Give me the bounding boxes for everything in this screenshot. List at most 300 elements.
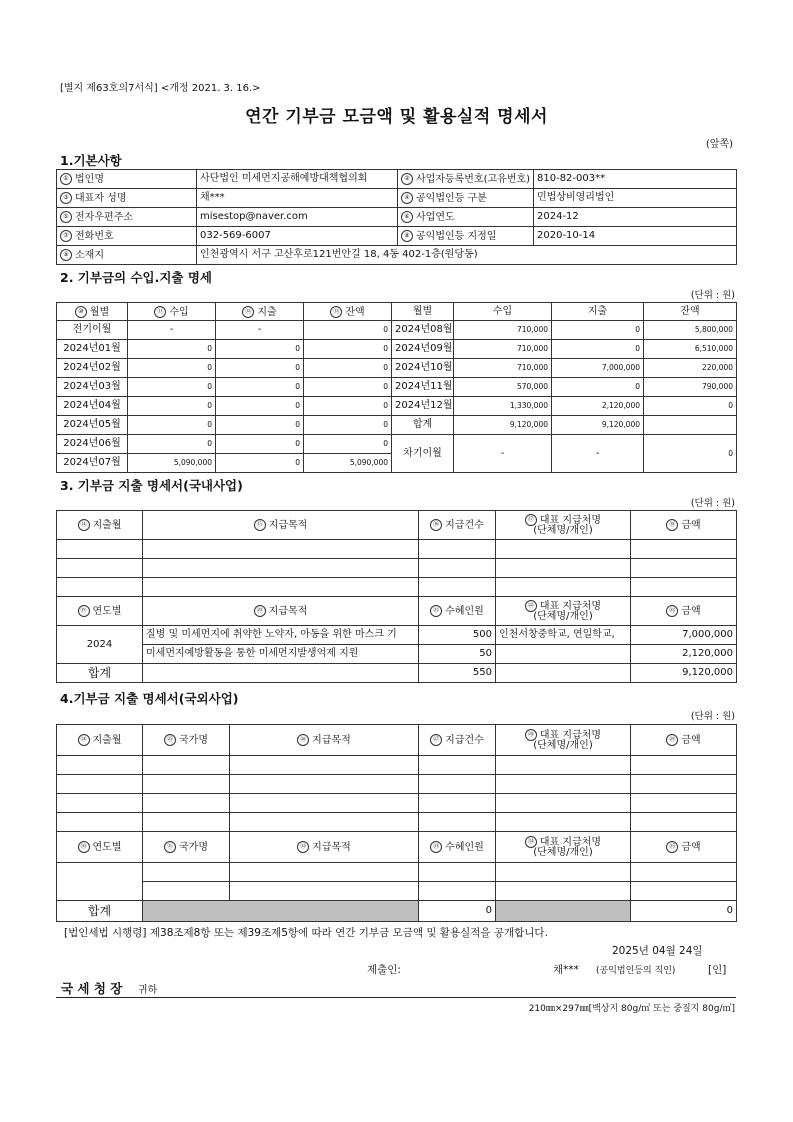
month-cell-text: 2024년08월 bbox=[395, 324, 453, 335]
month-cell-text: 2024년01월 bbox=[63, 343, 121, 354]
field-value bbox=[197, 227, 398, 246]
table-cell bbox=[230, 794, 419, 813]
table-cell bbox=[57, 775, 143, 794]
col-header bbox=[454, 303, 552, 321]
expense-cell-text: 7,000,000 bbox=[601, 363, 640, 373]
balance-cell bbox=[304, 435, 392, 454]
table-cell bbox=[230, 775, 419, 794]
col-header-text: 수혜인원 bbox=[445, 606, 484, 617]
field-value bbox=[197, 170, 398, 189]
table-row bbox=[57, 863, 737, 882]
income-cell-text: 0 bbox=[207, 439, 212, 449]
table-cell bbox=[143, 794, 230, 813]
month-cell-text: 2024년03월 bbox=[63, 381, 121, 392]
table-cell bbox=[496, 813, 631, 832]
month-cell-text: 2024년12월 bbox=[395, 400, 453, 411]
table-cell bbox=[143, 578, 419, 597]
expense-cell bbox=[216, 435, 304, 454]
field-label bbox=[57, 246, 197, 265]
expense-cell-text: 2,120,000 bbox=[601, 401, 640, 411]
col-header-text: 지급목적 bbox=[268, 520, 308, 531]
income-cell-text: 710,000 bbox=[516, 325, 548, 335]
field-value-text: 810-82-003** bbox=[537, 173, 606, 184]
balance-cell-text: 5,090,000 bbox=[349, 458, 388, 468]
item-number-badge: ⑯ bbox=[430, 519, 442, 531]
expense-cell bbox=[216, 378, 304, 397]
table-cell bbox=[230, 813, 419, 832]
item-number-badge: ⑪ bbox=[154, 306, 166, 318]
footer-divider bbox=[56, 997, 736, 998]
table-cell bbox=[631, 775, 737, 794]
item-number-badge: ⑬ bbox=[330, 306, 342, 318]
table-row bbox=[57, 645, 737, 664]
table-row bbox=[57, 170, 737, 189]
col-header-text: 대표 지급처명 bbox=[539, 729, 602, 741]
section3-unit: (단위 : 원) bbox=[690, 498, 735, 509]
month-cell-text: 2024년10월 bbox=[395, 362, 453, 373]
basic-info-table bbox=[56, 169, 737, 265]
field-label-text: 전화번호 bbox=[75, 231, 114, 242]
col-header bbox=[419, 725, 496, 756]
legal-statement: [법인세법 시행령] 제38조제8항 또는 제39조제5항에 따라 연간 기부금 모금액 및 활용실적을 공개합니다. bbox=[64, 927, 548, 939]
table-row bbox=[57, 397, 737, 416]
table-cell bbox=[496, 664, 631, 683]
expense-cell bbox=[216, 340, 304, 359]
submitter-role: (공익법인등의 직인) bbox=[596, 966, 676, 976]
col-header bbox=[552, 303, 644, 321]
balance-cell bbox=[304, 321, 392, 340]
table-cell bbox=[57, 559, 143, 578]
col-header-text: 금액 bbox=[681, 520, 701, 531]
field-label-text: 법인명 bbox=[75, 174, 104, 185]
income-cell bbox=[128, 378, 216, 397]
table-cell bbox=[57, 540, 143, 559]
item-number-badge: ㉙ bbox=[666, 734, 678, 746]
table-cell bbox=[496, 794, 631, 813]
paper-spec: 210㎜×297㎜[백상지 80g/㎡ 또는 중질지 80g/㎡] bbox=[528, 1004, 735, 1014]
month-cell-text: 2024년07월 bbox=[63, 457, 121, 468]
col-header bbox=[419, 832, 496, 863]
total-amount-text: 9,120,000 bbox=[682, 667, 733, 678]
month-cell bbox=[57, 454, 128, 473]
page-side-label: (앞쪽) bbox=[705, 139, 733, 150]
expense-cell-text: 0 bbox=[635, 382, 640, 392]
table-row bbox=[57, 359, 737, 378]
table-row bbox=[57, 246, 737, 265]
table-row bbox=[57, 435, 737, 454]
expense-cell bbox=[216, 416, 304, 435]
income-cell bbox=[128, 397, 216, 416]
field-value-text: 032-569-6007 bbox=[200, 230, 271, 241]
item-number-badge: ⑰ bbox=[525, 514, 537, 526]
col-header-text: 지급목적 bbox=[312, 735, 351, 746]
expense-cell bbox=[552, 397, 644, 416]
col-header-text: 지출 bbox=[587, 305, 608, 317]
col-header bbox=[631, 832, 737, 863]
total-count-text: 0 bbox=[485, 905, 492, 916]
field-label bbox=[57, 208, 197, 227]
col-header bbox=[57, 832, 143, 863]
month-cell-text: 2024년04월 bbox=[63, 400, 121, 411]
table-cell bbox=[419, 882, 496, 901]
income-cell bbox=[454, 397, 552, 416]
count-cell bbox=[419, 645, 496, 664]
section4-heading: 4.기부금 지출 명세서(국외사업) bbox=[60, 691, 239, 706]
month-cell-text: 차기이월 bbox=[403, 447, 442, 459]
col-header-text: 수혜인원 bbox=[445, 842, 484, 853]
item-number-badge: ⑦ bbox=[60, 230, 72, 242]
header-subtext: (단체명/개인) bbox=[533, 611, 593, 622]
field-value bbox=[534, 227, 737, 246]
income-cell bbox=[128, 340, 216, 359]
section4-unit: (단위 : 원) bbox=[690, 711, 735, 722]
item-number-badge: ㉟ bbox=[666, 841, 678, 853]
balance-cell-text: 0 bbox=[383, 363, 388, 373]
month-cell-text: 2024년09월 bbox=[395, 343, 453, 354]
col-header bbox=[392, 303, 454, 321]
col-header bbox=[496, 725, 631, 756]
expense-cell-text: 0 bbox=[295, 458, 300, 468]
field-value bbox=[197, 208, 398, 227]
domestic-expense-table bbox=[56, 510, 737, 683]
table-cell bbox=[230, 882, 419, 901]
month-cell bbox=[392, 435, 454, 473]
table-row bbox=[57, 303, 737, 321]
expense-cell bbox=[216, 397, 304, 416]
year-cell bbox=[57, 626, 143, 664]
table-cell bbox=[143, 756, 230, 775]
purpose-cell bbox=[143, 645, 419, 664]
field-label-text: 사업자등록번호(고유번호) bbox=[416, 174, 531, 185]
item-number-badge: ⑧ bbox=[401, 230, 413, 242]
table-row bbox=[57, 813, 737, 832]
expense-cell-text: 0 bbox=[295, 363, 300, 373]
submitter-name: 채*** bbox=[553, 964, 579, 976]
total-amount-text: 0 bbox=[726, 905, 733, 916]
col-header bbox=[631, 511, 737, 540]
table-cell bbox=[631, 813, 737, 832]
table-cell bbox=[143, 813, 230, 832]
field-label bbox=[398, 189, 534, 208]
col-header-text: 지급목적 bbox=[312, 842, 351, 853]
month-cell-text: 2024년05월 bbox=[63, 419, 121, 430]
section2-heading: 2. 기부금의 수입.지출 명세 bbox=[60, 270, 213, 285]
income-cell-text: 1,330,000 bbox=[509, 401, 548, 411]
col-header-text: 지출월 bbox=[92, 735, 122, 746]
section1-heading: 1.기본사항 bbox=[60, 153, 122, 168]
income-cell-text: 5,090,000 bbox=[173, 458, 212, 468]
table-cell bbox=[631, 559, 737, 578]
purpose-cell-text: 질병 및 미세먼지에 취약한 노약자, 아동을 위한 마스크 기 bbox=[146, 629, 397, 640]
total-label-text: 합계 bbox=[87, 666, 112, 680]
balance-cell bbox=[644, 416, 737, 435]
table-row bbox=[57, 626, 737, 645]
income-cell bbox=[454, 435, 552, 473]
income-cell-text: 0 bbox=[207, 382, 212, 392]
expense-cell bbox=[216, 321, 304, 340]
table-cell bbox=[143, 664, 419, 683]
item-number-badge: ㉗ bbox=[430, 734, 442, 746]
table-row bbox=[57, 832, 737, 863]
balance-cell-text: 790,000 bbox=[701, 382, 733, 392]
item-number-badge: ㉔ bbox=[78, 734, 90, 746]
item-number-badge: ⑨ bbox=[60, 249, 72, 261]
expense-cell-text: 0 bbox=[295, 401, 300, 411]
balance-cell-text: 0 bbox=[383, 344, 388, 354]
field-label-text: 사업연도 bbox=[416, 212, 455, 223]
expense-cell bbox=[552, 340, 644, 359]
expense-cell bbox=[552, 416, 644, 435]
col-header bbox=[496, 511, 631, 540]
expense-cell-text: 0 bbox=[635, 325, 640, 335]
income-cell bbox=[454, 378, 552, 397]
field-label-text: 대표자 성명 bbox=[75, 193, 127, 204]
table-row bbox=[57, 725, 737, 756]
payee-cell bbox=[496, 645, 631, 664]
table-cell bbox=[143, 540, 419, 559]
item-number-badge: ㉕ bbox=[164, 734, 176, 746]
field-value-text: misestop@naver.com bbox=[200, 211, 308, 222]
income-cell-text: 710,000 bbox=[516, 344, 548, 354]
total-label-text: 합계 bbox=[87, 904, 112, 918]
table-row bbox=[57, 794, 737, 813]
table-cell bbox=[496, 863, 631, 882]
table-row bbox=[57, 416, 737, 435]
total-amount bbox=[631, 901, 737, 922]
col-header-text: 대표 지급처명 bbox=[539, 836, 602, 848]
month-cell bbox=[57, 416, 128, 435]
field-label bbox=[398, 170, 534, 189]
field-label-text: 공익법인등 지정일 bbox=[416, 231, 497, 242]
table-cell bbox=[631, 578, 737, 597]
month-cell bbox=[57, 359, 128, 378]
table-cell bbox=[419, 540, 496, 559]
col-header-text: 대표 지급처명 bbox=[539, 600, 602, 612]
table-cell bbox=[419, 813, 496, 832]
income-cell bbox=[454, 416, 552, 435]
expense-cell bbox=[552, 435, 644, 473]
income-cell-text: 0 bbox=[207, 420, 212, 430]
table-row bbox=[57, 378, 737, 397]
item-number-badge: ㉞ bbox=[525, 836, 537, 848]
balance-cell-text: 5,800,000 bbox=[694, 325, 733, 335]
income-cell-text: - bbox=[169, 324, 174, 335]
expense-cell-text: 0 bbox=[635, 344, 640, 354]
table-row bbox=[57, 664, 737, 683]
item-number-badge: ㉘ bbox=[525, 729, 537, 741]
expense-cell-text: 9,120,000 bbox=[601, 420, 640, 430]
balance-cell-text: 220,000 bbox=[701, 363, 733, 373]
col-header-text: 금액 bbox=[681, 842, 701, 853]
expense-cell-text: 0 bbox=[295, 420, 300, 430]
table-cell bbox=[631, 540, 737, 559]
income-cell-text: 0 bbox=[207, 344, 212, 354]
balance-cell bbox=[304, 397, 392, 416]
col-header bbox=[419, 597, 496, 626]
count-cell-text: 500 bbox=[472, 629, 492, 640]
balance-cell bbox=[304, 359, 392, 378]
purpose-cell bbox=[143, 626, 419, 645]
table-cell bbox=[57, 794, 143, 813]
count-cell bbox=[419, 626, 496, 645]
table-row bbox=[57, 882, 737, 901]
col-header-text: 연도별 bbox=[92, 842, 122, 853]
table-cell bbox=[419, 863, 496, 882]
balance-cell-text: 0 bbox=[383, 420, 388, 430]
table-cell bbox=[496, 578, 631, 597]
total-label bbox=[57, 901, 143, 922]
month-cell bbox=[57, 397, 128, 416]
item-number-badge: ④ bbox=[401, 192, 413, 204]
table-cell bbox=[419, 794, 496, 813]
item-number-badge: ㉝ bbox=[430, 841, 442, 853]
table-cell bbox=[57, 863, 143, 901]
field-label bbox=[398, 208, 534, 227]
count-cell-text: 50 bbox=[479, 648, 492, 659]
col-header-text: 지급목적 bbox=[268, 606, 308, 617]
col-header-text: 잔액 bbox=[345, 306, 365, 318]
item-number-badge: ㉓ bbox=[666, 605, 678, 617]
col-header bbox=[128, 303, 216, 321]
month-cell bbox=[392, 416, 454, 435]
month-cell-text: 2024년02월 bbox=[63, 362, 121, 373]
col-header-text: 연도별 bbox=[92, 606, 122, 617]
col-header bbox=[143, 725, 230, 756]
col-header bbox=[57, 511, 143, 540]
col-header bbox=[644, 303, 737, 321]
item-number-badge: ㉛ bbox=[164, 841, 176, 853]
table-cell bbox=[419, 775, 496, 794]
month-cell bbox=[392, 359, 454, 378]
item-number-badge: ㉑ bbox=[430, 605, 442, 617]
table-cell bbox=[230, 756, 419, 775]
item-number-badge: ⑱ bbox=[666, 519, 678, 531]
item-number-badge: ② bbox=[401, 173, 413, 185]
item-number-badge: ⑲ bbox=[78, 605, 90, 617]
expense-cell bbox=[216, 359, 304, 378]
balance-cell bbox=[644, 340, 737, 359]
balance-cell bbox=[304, 378, 392, 397]
field-value bbox=[197, 189, 398, 208]
field-value bbox=[534, 189, 737, 208]
table-cell bbox=[496, 559, 631, 578]
income-cell bbox=[128, 416, 216, 435]
overseas-expense-table bbox=[56, 724, 737, 922]
field-label-text: 전자우편주소 bbox=[75, 212, 133, 223]
table-cell bbox=[57, 813, 143, 832]
income-cell bbox=[454, 321, 552, 340]
expense-cell-text: 0 bbox=[295, 439, 300, 449]
table-cell bbox=[419, 578, 496, 597]
item-number-badge: ⑮ bbox=[254, 519, 266, 531]
table-cell bbox=[230, 863, 419, 882]
table-row bbox=[57, 578, 737, 597]
col-header-text: 금액 bbox=[681, 606, 701, 617]
table-row bbox=[57, 756, 737, 775]
form-reference: [별지 제63호의7서식] <개정 2021. 3. 16.> bbox=[60, 83, 261, 94]
field-label bbox=[57, 227, 197, 246]
field-value bbox=[534, 170, 737, 189]
field-value-text: 사단법인 미세먼지공해예방대책협의회 bbox=[200, 173, 368, 184]
item-number-badge: ③ bbox=[60, 192, 72, 204]
col-header-text: 월별 bbox=[412, 305, 433, 317]
table-row bbox=[57, 540, 737, 559]
income-cell-text: 9,120,000 bbox=[509, 420, 548, 430]
item-number-badge: ⑩ bbox=[75, 306, 87, 318]
month-cell-text: 2024년11월 bbox=[395, 381, 453, 392]
expense-cell bbox=[552, 321, 644, 340]
field-value-text: 채*** bbox=[200, 192, 225, 203]
income-cell bbox=[128, 454, 216, 473]
col-header bbox=[143, 597, 419, 626]
balance-cell-text: 0 bbox=[383, 401, 388, 411]
field-label bbox=[57, 170, 197, 189]
col-header bbox=[631, 725, 737, 756]
balance-cell-text: 0 bbox=[383, 439, 388, 449]
item-number-badge: ㉜ bbox=[297, 841, 309, 853]
table-row bbox=[57, 775, 737, 794]
table-row bbox=[57, 208, 737, 227]
section3-heading: 3. 기부금 지출 명세서(국내사업) bbox=[60, 478, 243, 493]
table-row bbox=[57, 901, 737, 922]
table-row bbox=[57, 340, 737, 359]
income-cell bbox=[454, 359, 552, 378]
table-cell bbox=[419, 559, 496, 578]
balance-cell-text: 0 bbox=[383, 382, 388, 392]
total-amount bbox=[631, 664, 737, 683]
table-row bbox=[57, 227, 737, 246]
table-cell bbox=[631, 794, 737, 813]
table-cell bbox=[143, 775, 230, 794]
col-header-text: 대표 지급처명 bbox=[539, 514, 602, 526]
item-number-badge: ㉒ bbox=[525, 600, 537, 612]
income-cell bbox=[128, 359, 216, 378]
table-row bbox=[57, 189, 737, 208]
expense-cell bbox=[552, 378, 644, 397]
balance-cell bbox=[644, 321, 737, 340]
table-cell bbox=[496, 756, 631, 775]
item-number-badge: ① bbox=[60, 173, 72, 185]
month-cell bbox=[57, 435, 128, 454]
table-cell bbox=[496, 540, 631, 559]
col-header bbox=[143, 832, 230, 863]
month-cell bbox=[57, 340, 128, 359]
table-cell bbox=[631, 863, 737, 882]
submission-date: 2025년 04월 24일 bbox=[612, 945, 703, 957]
balance-cell bbox=[644, 397, 737, 416]
table-row bbox=[57, 321, 737, 340]
field-label bbox=[398, 227, 534, 246]
col-header bbox=[496, 597, 631, 626]
item-number-badge: ㉖ bbox=[297, 734, 309, 746]
income-cell-text: 0 bbox=[207, 401, 212, 411]
field-value-text: 인천광역시 서구 고산후로121번안길 18, 4동 402-1층(원당동) bbox=[200, 249, 478, 260]
total-count-text: 550 bbox=[472, 667, 492, 678]
year-cell-text: 2024 bbox=[86, 638, 113, 650]
table-cell bbox=[143, 559, 419, 578]
col-header-text: 월별 bbox=[89, 306, 110, 318]
income-cell bbox=[128, 321, 216, 340]
col-header-text: 잔액 bbox=[680, 305, 700, 317]
shaded-cell bbox=[496, 901, 631, 922]
table-cell bbox=[496, 882, 631, 901]
item-number-badge: ⑳ bbox=[254, 605, 266, 617]
shaded-cell bbox=[143, 901, 419, 922]
col-header-text: 지출월 bbox=[92, 520, 122, 531]
income-expense-table bbox=[56, 302, 737, 473]
expense-cell bbox=[216, 454, 304, 473]
balance-cell-text: 0 bbox=[383, 325, 388, 335]
